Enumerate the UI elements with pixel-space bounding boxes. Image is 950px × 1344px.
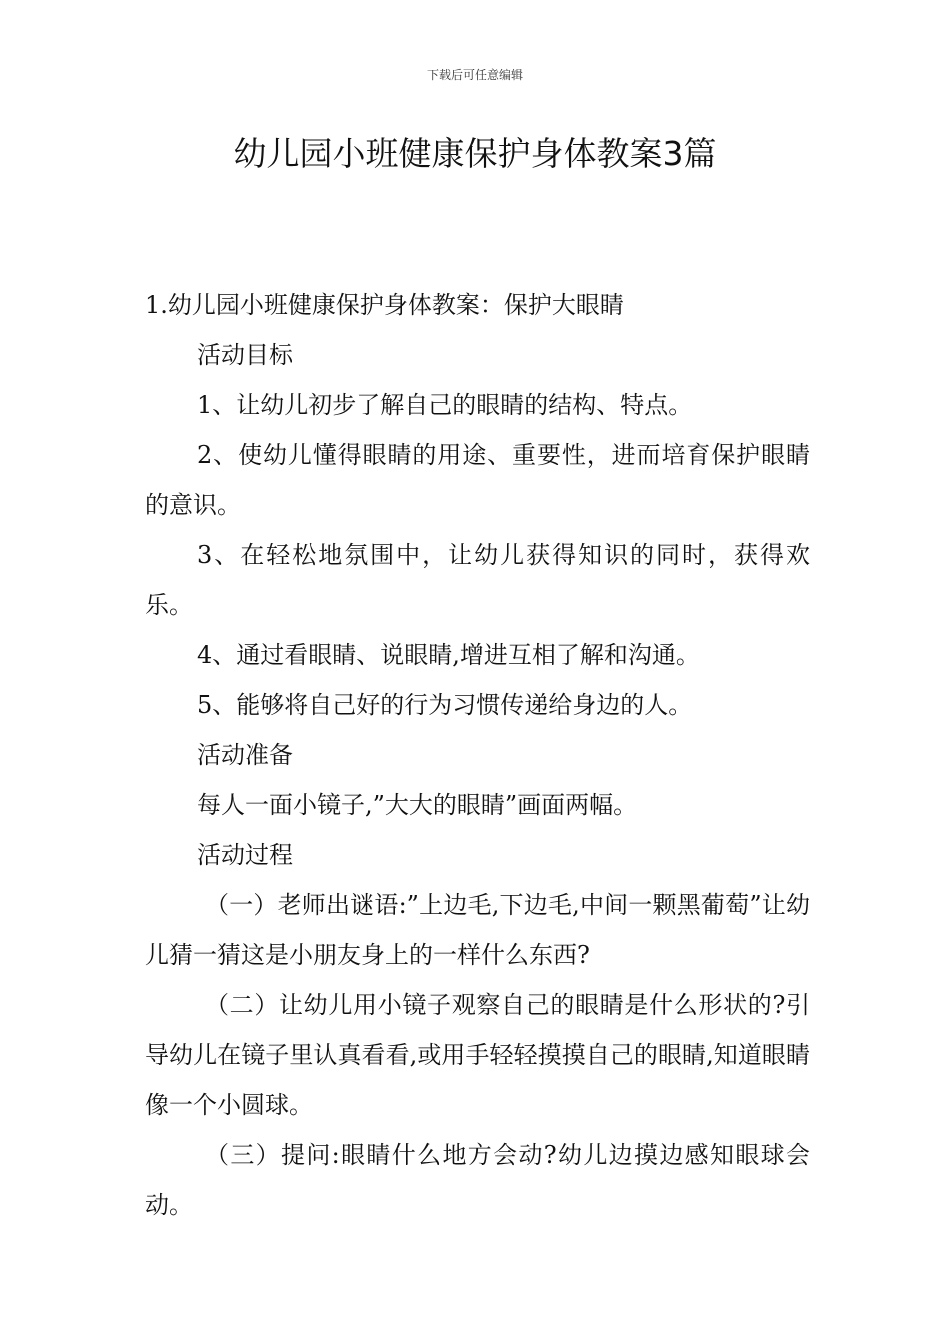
goals-heading: 活动目标 bbox=[197, 341, 293, 369]
header-note: 下载后可任意编辑 bbox=[426, 68, 523, 82]
document-title: 幼儿园小班健康保护身体教案3篇 bbox=[233, 134, 717, 173]
goal-item: 3、在轻松地氛围中，让幼儿获得知识的同时，获得欢乐。 bbox=[145, 541, 810, 619]
process-item: （二）让幼儿用小镜子观察自己的眼睛是什么形状的?引导幼儿在镜子里认真看看,或用手轻轻摸摸自己的眼睛,知道眼睛像一个小圆球。 bbox=[145, 991, 810, 1119]
goal-item: 1、让幼儿初步了解自己的眼睛的结构、特点。 bbox=[197, 391, 693, 419]
document-body bbox=[145, 280, 810, 1230]
goal-item: 5、能够将自己好的行为习惯传递给身边的人。 bbox=[197, 691, 693, 719]
process-heading: 活动过程 bbox=[197, 841, 293, 869]
goal-item: 4、通过看眼睛、说眼睛,增进互相了解和沟通。 bbox=[197, 641, 700, 669]
process-item: （一）老师出谜语:”上边毛,下边毛,中间一颗黑葡萄”让幼儿猜一猜这是小朋友身上的一样什么东西? bbox=[145, 891, 810, 969]
prep-text: 每人一面小镜子,”大大的眼睛”画面两幅。 bbox=[197, 791, 638, 819]
section-heading: 1.幼儿园小班健康保护身体教案：保护大眼睛 bbox=[145, 291, 624, 319]
prep-heading: 活动准备 bbox=[197, 741, 293, 769]
process-item: （三）提问:眼睛什么地方会动?幼儿边摸边感知眼球会动。 bbox=[145, 1141, 810, 1219]
goal-item: 2、使幼儿懂得眼睛的用途、重要性，进而培育保护眼睛的意识。 bbox=[145, 441, 810, 519]
